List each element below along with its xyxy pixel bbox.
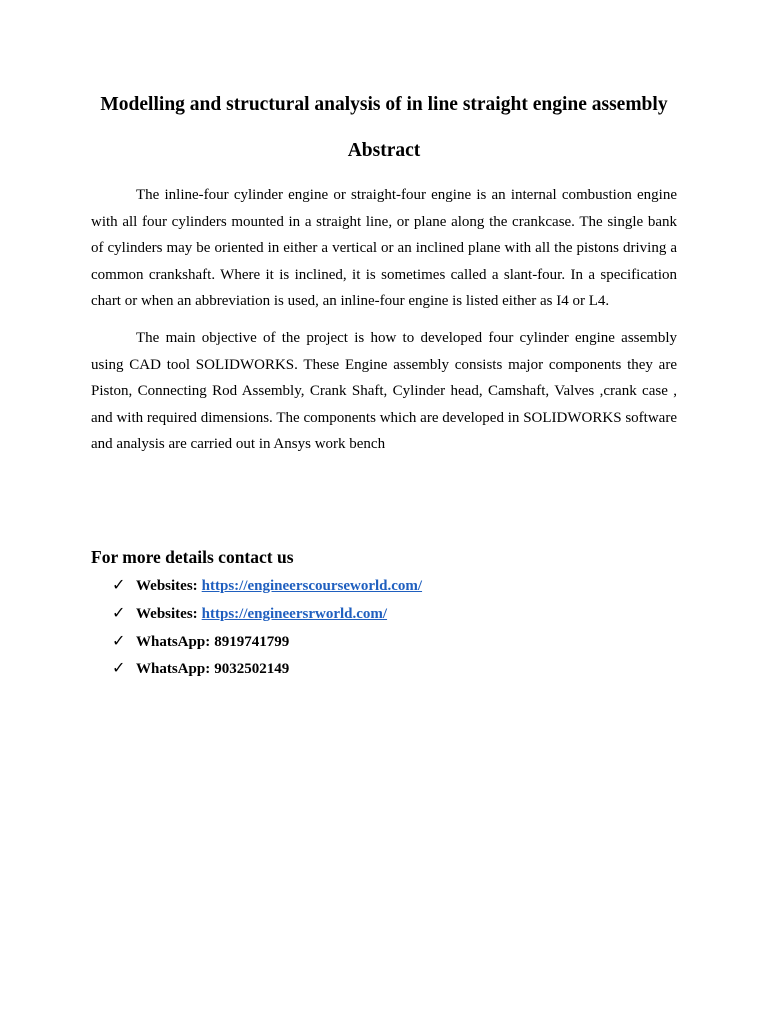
contact-item-label: Websites: (136, 605, 198, 622)
contact-heading: For more details contact us (91, 546, 294, 567)
contact-item-website-2 (112, 600, 677, 628)
abstract-paragraph-2: The main objective of the project is how to developed four cylinder engine assembly using CAD tool SOLIDWORKS. These Engine assembly consists major components they are Piston, Connecting Rod Assembly, Crank Shaft, Cylinder head, Camshaft, Valves ,crank case , and with required dimensions. The components which are developed in SOLIDWORKS software and analysis are carried out in Ansys work bench (91, 329, 677, 453)
abstract-heading: Abstract (347, 140, 421, 161)
contact-item-website-1 (112, 572, 677, 600)
whatsapp-number-2: 9032502149 (214, 661, 290, 678)
document-title: Modelling and structural analysis of in line straight engine assembly (100, 94, 668, 115)
website-link-1[interactable]: https://engineerscourseworld.com/ (201, 577, 423, 594)
contact-item-label: Websites: (136, 577, 198, 594)
checkmark-icon: ✓ (112, 602, 126, 622)
contact-item-whatsapp-2 (112, 655, 677, 683)
contact-item-label: WhatsApp: (136, 633, 211, 650)
contact-list (91, 572, 677, 683)
abstract-paragraph-1: The inline-four cylinder engine or straight-four engine is an internal combustion engine with all four cylinders mounted in a straight line, or plane along the crankcase. The single bank of cylinders may be oriented in either a vertical or an inclined plane with all the pistons driving a common crankshaft. Where it is inclined, it is sometimes called a slant-four. In a specification chart or when an abbreviation is used, an inline-four engine is listed either as I4 or L4. (91, 187, 677, 310)
checkmark-icon: ✓ (112, 630, 126, 650)
contact-item-whatsapp-1 (112, 628, 677, 656)
contact-item-label: WhatsApp: (136, 661, 211, 678)
checkmark-icon: ✓ (112, 574, 126, 594)
website-link-2[interactable]: https://engineersrworld.com/ (201, 605, 388, 622)
checkmark-icon: ✓ (112, 658, 126, 678)
whatsapp-number-1: 8919741799 (214, 633, 290, 650)
